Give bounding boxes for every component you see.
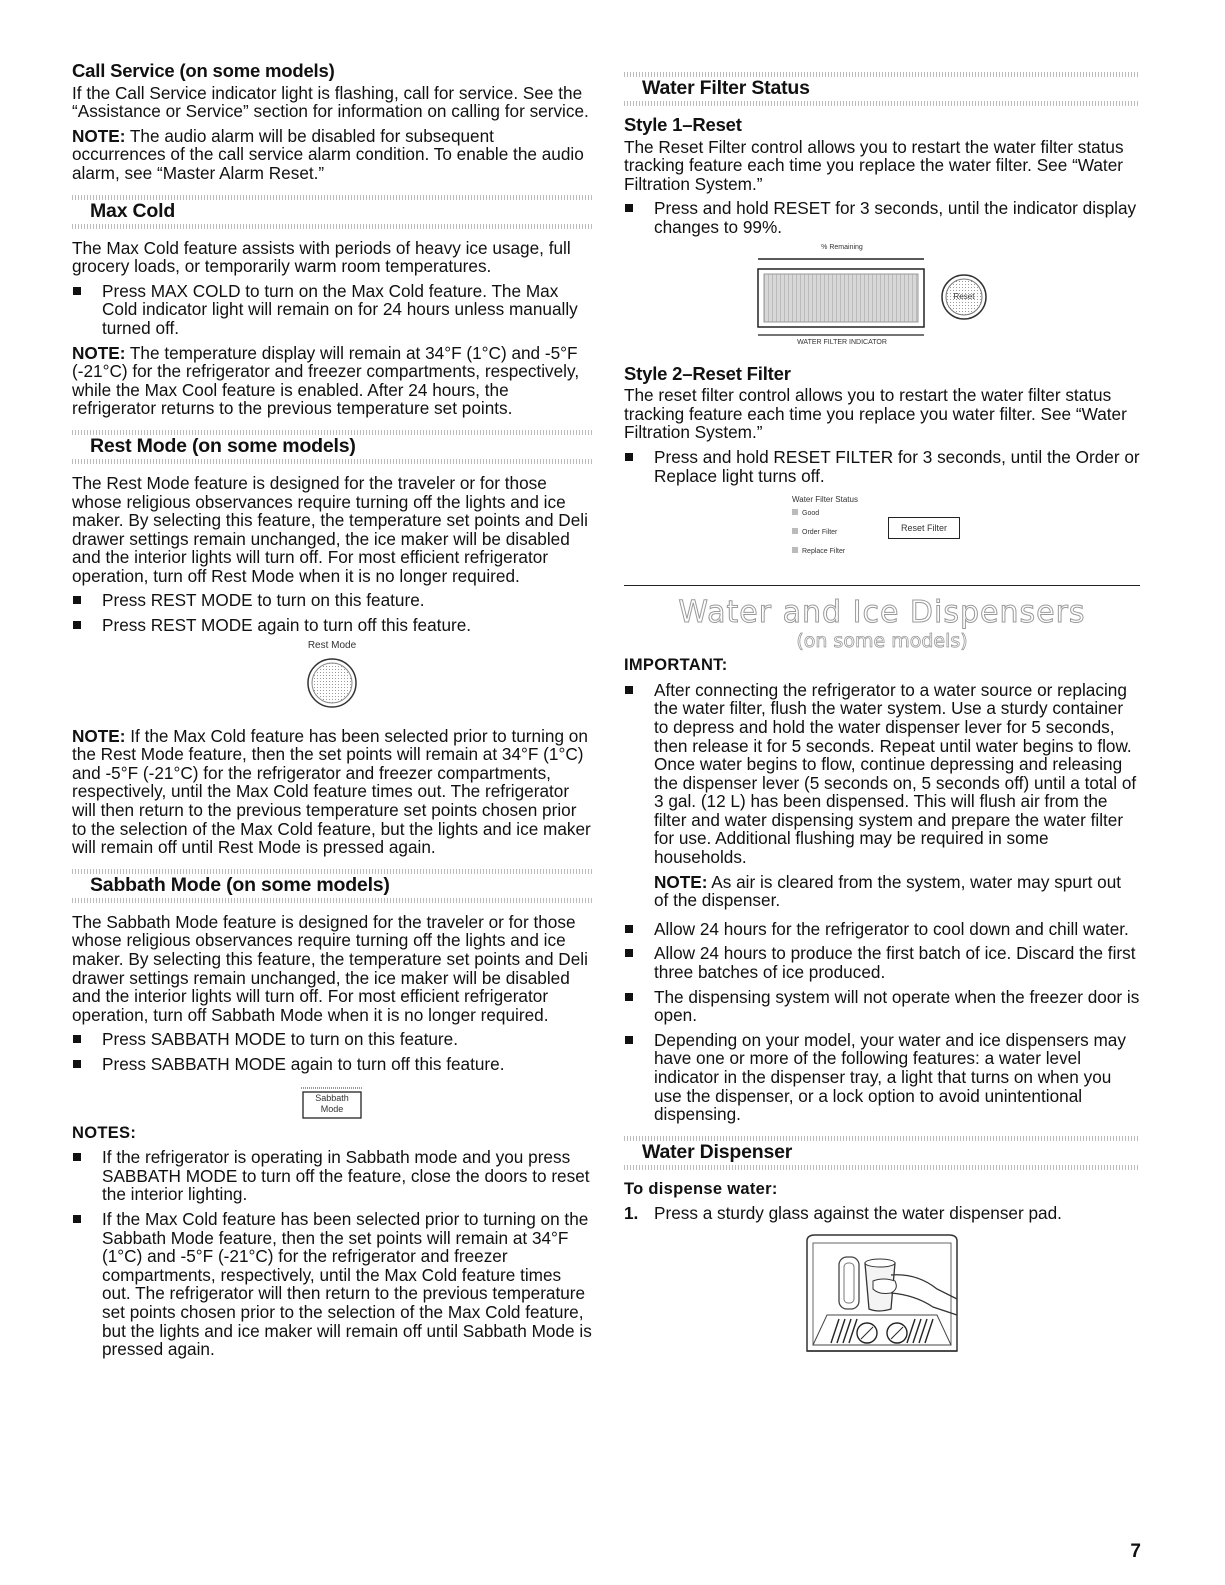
rest-mode-bullet-on: Press REST MODE to turn on this feature. [72,591,592,610]
dispensers-bullet-3: Allow 24 hours to produce the first batch of ice. Discard the first three batches of ice produced. [624,944,1140,981]
max-cold-note [72,344,592,418]
status-order-light-icon [792,528,798,534]
water-filter-status-band [624,72,1140,106]
section-divider [624,585,1140,586]
max-cold-section-band [72,195,592,229]
note-label: NOTE: [72,342,126,363]
status-replace-label: Replace Filter [802,548,846,556]
rest-mode-button-icon [272,651,392,721]
note-label: NOTE: [654,871,708,892]
status-good-label: Good [802,510,820,518]
sabbath-notes-label: NOTES: [72,1123,137,1142]
dispensers-title: Water and Ice Dispensers [678,595,1086,631]
reset-filter-figure [792,495,972,571]
sabbath-mode-heading: Sabbath Mode (on some models) [90,873,390,896]
status-replace-light-icon [792,547,798,553]
rest-mode-section-band [72,430,592,464]
status-good-light-icon [792,509,798,515]
status-order-label: Order Filter [802,529,838,537]
style1-heading: Style 1–Reset [624,114,742,135]
rest-mode-button-label: Rest Mode [307,639,357,651]
dispensers-bullet-4: The dispensing system will not operate when the freezer door is open. [624,988,1140,1025]
sabbath-button-line2: Mode [320,1103,344,1114]
max-cold-heading: Max Cold [90,199,176,222]
style1-bullet: Press and hold RESET for 3 seconds, until the indicator display changes to 99%. [624,199,1140,236]
note-label: NOTE: [72,725,126,746]
style2-bullet: Press and hold RESET FILTER for 3 seconds, until the Order or Replace light turns off. [624,448,1140,485]
call-service-note [72,127,592,183]
status-replace [792,545,845,558]
sabbath-mode-body: The Sabbath Mode feature is designed for the traveler or for those whose religious observances require turning off the lights and ice maker. By selecting this feature, the temperature set points and Deli drawer settings remain unchanged, the ice maker will be disabled and the interior lights will turn off. For most efficient refrigerator operation, turn off Sabbath Mode when it is no longer required. [72,911,588,1025]
percent-remaining-label: % Remaining [821,243,863,251]
step-text: Press a sturdy glass against the water dispenser pad. [654,1203,1062,1224]
sabbath-button-line1: Sabbath [315,1092,349,1103]
water-filter-indicator-label: WATER FILTER INDICATOR [797,338,887,346]
water-dispenser-heading: Water Dispenser [642,1140,793,1163]
max-cold-bullet: Press MAX COLD to turn on the Max Cold feature. The Max Cold indicator light will remain on for 24 hours unless manually turned off. [72,282,592,338]
status-order [792,526,845,539]
dispense-step-1 [624,1204,1140,1223]
step-number: 1. [624,1203,639,1224]
max-cold-body: The Max Cold feature assists with periods of heavy ice usage, full grocery loads, or temporarily warm room temperatures. [72,237,571,277]
note-label: NOTE: [72,125,126,146]
right-column [624,62,1140,1368]
fig2-status-list [792,507,845,558]
dispensers-bullet-1: After connecting the refrigerator to a water source or replacing the water filter, flush the water system. Use a sturdy container to depress and hold the water dispenser lever for 5 seconds, then release it for 5 seconds. Repeat until water begins to flow. Once water begins to flow, continue depressing and releasing the dispenser lever (5 seconds on, 5 seconds off) until a total of 3 gal. (12 L) has been dispensed. This will flush air from the filter and water dispensing system and prepare the water filter for use. Additional flushing may be required in some households. [624,681,1140,867]
note-text: If the Max Cold feature has been selected prior to turning on the Rest Mode feature, then the set points will remain at 34°F (1°C) and -5°F (-21°C) for the refrigerator and freezer compartments, respectively, until the Max Cold feature times out. The refrigerator will then return to the previous temperature set points chosen prior to the selection of the Max Cold feature, but the lights and ice maker will remain off until Rest Mode is pressed again. [72,725,591,858]
call-service-heading: Call Service (on some models) [72,60,335,81]
water-dispenser-band [624,1136,1140,1170]
rest-mode-body: The Rest Mode feature is designed for the traveler or for those whose religious observances require turning off the lights and ice maker. By selecting this feature, the temperature set points and Deli drawer settings remain unchanged, the ice maker will be disabled and the interior lights will turn off. For most efficient refrigerator operation, turn off Rest Mode when it is no longer required. [72,472,588,586]
fig2-title: Water Filter Status [792,495,858,505]
dispensers-bullet-2: Allow 24 hours for the refrigerator to cool down and chill water. [624,920,1140,939]
dispensers-subtitle: (on some models) [796,630,968,653]
sabbath-button-label [303,1093,361,1115]
rest-mode-bullet-off: Press REST MODE again to turn off this feature. [72,616,592,635]
style2-heading: Style 2–Reset Filter [624,362,791,384]
rest-mode-heading: Rest Mode (on some models) [90,434,356,457]
reset-filter-button: Reset Filter [888,517,960,539]
note-text: The audio alarm will be disabled for subsequent occurrences of the call service alarm condition. To enable the audio alarm, see “Master Alarm Reset.” [72,125,584,183]
style2-body: The reset filter control allows you to restart the water filter status tracking feature each time you replace you water filter. See “Water Filtration System.” [624,385,1127,443]
reset-button-label: Reset [953,291,975,301]
water-filter-status-heading: Water Filter Status [642,77,810,99]
dispensers-bullet-5: Depending on your model, your water and ice dispensers may have one or more of the following features: a water level indicator in the dispenser tray, a light that turns on when you use the dispenser, or a lock option to avoid unintentional dispensing. [624,1031,1140,1124]
dispensers-bullet-1-note [624,873,1140,910]
sabbath-mode-figure [287,1080,377,1124]
note-text: The temperature display will remain at 34°F (1°C) and -5°F (-21°C) for the refrigerator and freezer compartments, respectively, while the Max Cool feature is enabled. After 24 hours, the refrigerator returns to the previous temperature set points. [72,342,580,419]
page-number: 7 [1130,1541,1141,1562]
sabbath-note-1: If the refrigerator is operating in Sabbath mode and you press SABBATH MODE to turn off the feature, close the doors to reset the interior lighting. [72,1148,592,1204]
rest-mode-note [72,727,592,857]
left-column [72,62,592,1365]
water-dispenser-figure [787,1233,977,1368]
sabbath-note-2: If the Max Cold feature has been selected prior to turning on the Sabbath Mode feature, then the set points will remain at 34°F (1°C) and -5°F (-21°C) for the refrigerator and freezer compartments, respectively, until the Max Cold feature times out. The refrigerator will then return to the previous temperature set points chosen prior to the selection of the Max Cold feature, but the lights and ice maker will remain off until Sabbath Mode is pressed again. [72,1210,592,1359]
rest-mode-figure [272,641,392,727]
water-filter-indicator-figure [752,243,1012,355]
important-label: IMPORTANT: [624,656,728,675]
note-text: As air is cleared from the system, water may spurt out of the dispenser. [654,871,1122,911]
sabbath-mode-bullet-off: Press SABBATH MODE again to turn off this feature. [72,1055,592,1074]
style1-body: The Reset Filter control allows you to restart the water filter status tracking feature each time you replace the water filter. See “Water Filtration System.” [624,136,1124,194]
status-good [792,507,845,520]
sabbath-mode-section-band [72,869,592,903]
to-dispense-water-label: To dispense water: [624,1179,778,1198]
sabbath-mode-bullet-on: Press SABBATH MODE to turn on this feature. [72,1030,592,1049]
call-service-body: If the Call Service indicator light is flashing, call for service. See the “Assistance or Service” section for information on calling for service. [72,82,589,122]
dispenser-glass-icon [787,1233,977,1368]
